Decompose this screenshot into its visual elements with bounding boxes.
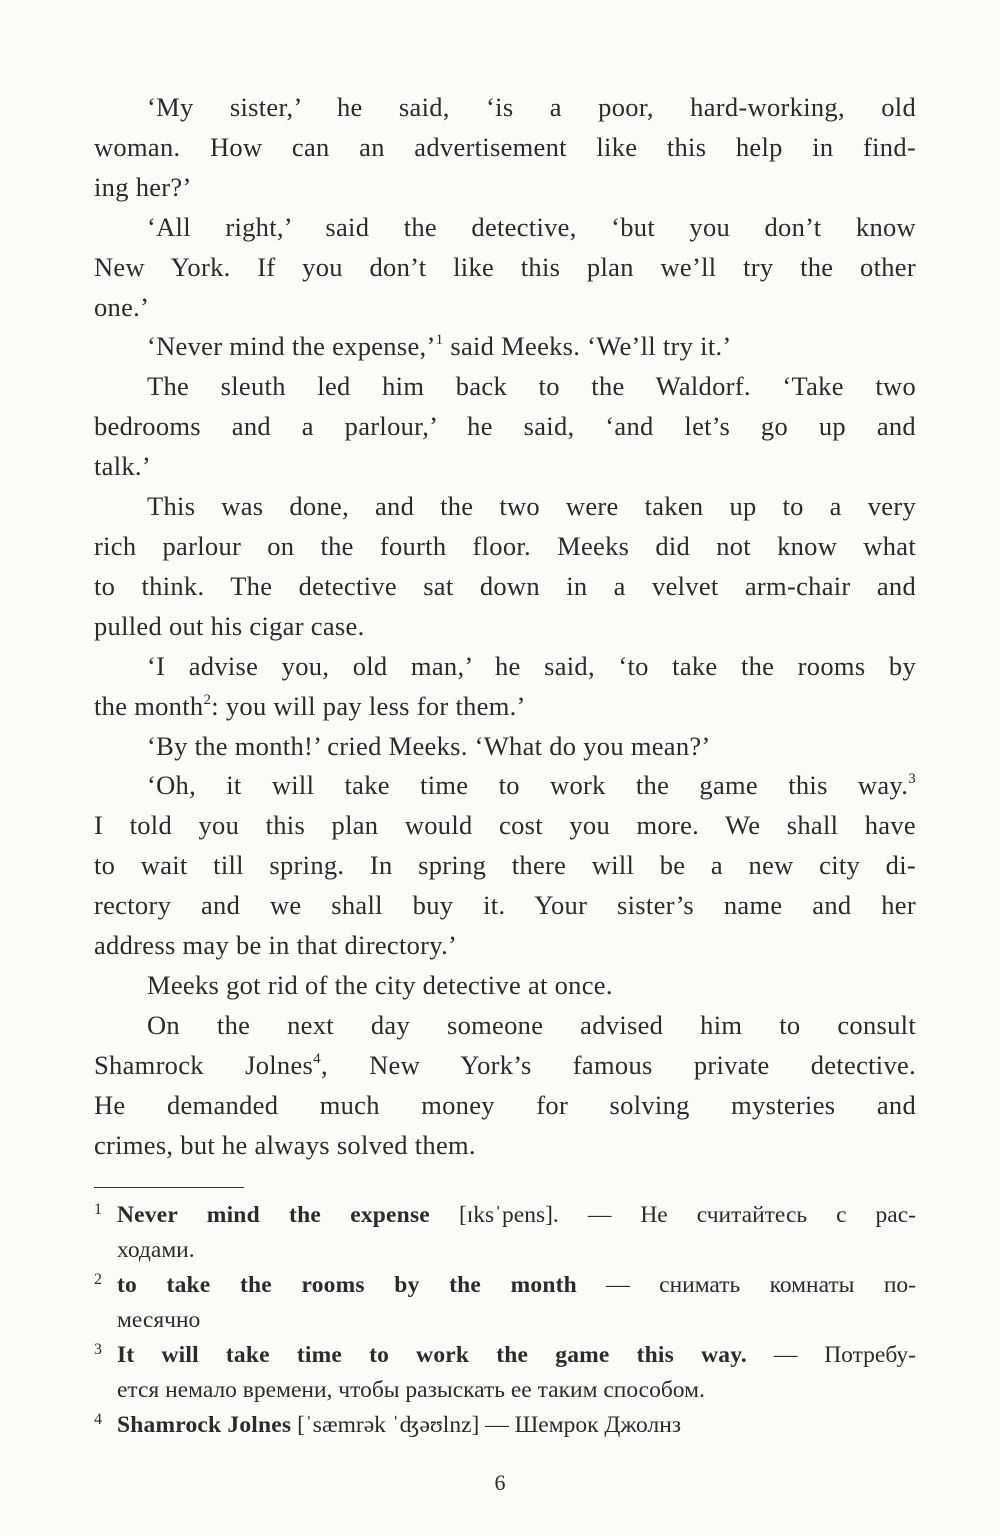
footnote-gloss: [ˈsæmrək ˈʤəʊlnz] — Шемрок Джолнз [291, 1412, 682, 1438]
footnote-number: 1 [94, 1201, 102, 1218]
text-run: Shamrock Jolnes [94, 1049, 314, 1080]
footnote-gloss: — снимать комнаты по- [576, 1272, 916, 1298]
footnote-gloss: ходами. [117, 1237, 195, 1263]
text-line: talk.’ [94, 451, 151, 482]
footnote [94, 1338, 916, 1408]
footnote [94, 1408, 916, 1443]
footnote-number: 4 [94, 1411, 102, 1428]
footnote [94, 1268, 916, 1338]
footnote-gloss: ется немало времени, чтобы разыскать ее таким способом. [117, 1377, 705, 1403]
paragraph [94, 208, 916, 328]
text-run: ‘Oh, it will take time to work the game this way. [147, 770, 909, 801]
footnote-ref: 2 [203, 691, 212, 708]
text-line: On the next day someone advised him to consult [147, 1009, 916, 1040]
footnote-term: to take the rooms by the month [117, 1272, 577, 1298]
paragraph [94, 487, 916, 647]
footnote-ref: 3 [908, 771, 916, 788]
text-line: I told you this plan would cost you more. We shall have [94, 810, 916, 841]
footnote-gloss: — Потребу- [746, 1342, 916, 1368]
footnote-ref: 4 [313, 1050, 321, 1067]
paragraph [94, 966, 916, 1006]
text-line: He demanded much money for solving mysteries and [94, 1089, 916, 1120]
footnote [94, 1198, 916, 1268]
text-line: ‘All right,’ said the detective, ‘but you don’t know [147, 211, 916, 242]
text-line: ‘I advise you, old man,’ he said, ‘to take the rooms by [147, 650, 916, 681]
text-line [94, 327, 916, 367]
text-run: the month [94, 690, 204, 721]
paragraph [94, 1006, 916, 1166]
text-line: to wait till spring. In spring there will be a new city di- [94, 850, 916, 881]
text-line: one.’ [94, 291, 150, 322]
paragraph [94, 367, 916, 487]
text-line: The sleuth led him back to the Waldorf. ‘Take two [147, 371, 916, 402]
page-number: 6 [494, 1470, 506, 1495]
text-line [94, 766, 916, 806]
text-line [94, 1046, 916, 1086]
footnote-number: 3 [94, 1341, 102, 1358]
footnote-line [94, 1338, 916, 1373]
text-line [94, 687, 916, 727]
footnote-line [94, 1198, 916, 1233]
paragraph [94, 88, 916, 208]
text-line: to think. The detective sat down in a velvet arm-chair and [94, 570, 916, 601]
text-line: This was done, and the two were taken up to a very [147, 491, 916, 522]
text-line: New York. If you don’t like this plan we’ll try the other [94, 251, 916, 282]
text-line: pulled out his cigar case. [94, 610, 365, 641]
footnote-line [94, 1268, 916, 1303]
text-run: : you will pay less for them.’ [211, 690, 526, 721]
footnote-term: Shamrock Jolnes [117, 1412, 292, 1438]
footnote-number: 2 [94, 1271, 102, 1288]
text-line: rectory and we shall buy it. Your sister’s name and her [94, 890, 916, 921]
paragraph [94, 766, 916, 966]
footnote-gloss: [ɪksˈpens]. — Не считайтесь с рас- [429, 1202, 916, 1228]
footnote-gloss: месячно [117, 1307, 201, 1333]
text-run: ‘Never mind the expense,’ [147, 331, 436, 362]
text-line: Meeks got rid of the city detective at once. [147, 969, 613, 1000]
text-line: woman. How can an advertisement like this help in find- [94, 131, 916, 162]
footnote-line [94, 1303, 916, 1338]
body-text [94, 88, 916, 1165]
text-run: said Meeks. ‘We’ll try it.’ [443, 331, 732, 362]
text-line: ‘My sister,’ he said, ‘is a poor, hard-working, old [147, 92, 916, 122]
text-line: address may be in that directory.’ [94, 930, 458, 961]
paragraph [94, 327, 916, 367]
text-line: rich parlour on the fourth floor. Meeks did not know what [94, 530, 916, 561]
text-line: crimes, but he always solved them. [94, 1129, 476, 1160]
footnote-ref: 1 [435, 332, 444, 349]
footnote-line [94, 1408, 916, 1443]
paragraph [94, 647, 916, 727]
text-line: bedrooms and a parlour,’ he said, ‘and let’s go up and [94, 411, 916, 442]
footnote-term: It will take time to work the game this way. [117, 1342, 747, 1368]
footnotes [94, 1198, 916, 1443]
footnote-line [94, 1373, 916, 1408]
footnote-term: Never mind the expense [117, 1202, 430, 1228]
text-run: , New York’s famous private detective. [320, 1049, 916, 1080]
paragraph [94, 727, 916, 767]
text-line: ing her?’ [94, 171, 192, 202]
footnote-separator [94, 1187, 244, 1188]
footnote-line [94, 1233, 916, 1268]
text-line: ‘By the month!’ cried Meeks. ‘What do you mean?’ [147, 730, 711, 761]
